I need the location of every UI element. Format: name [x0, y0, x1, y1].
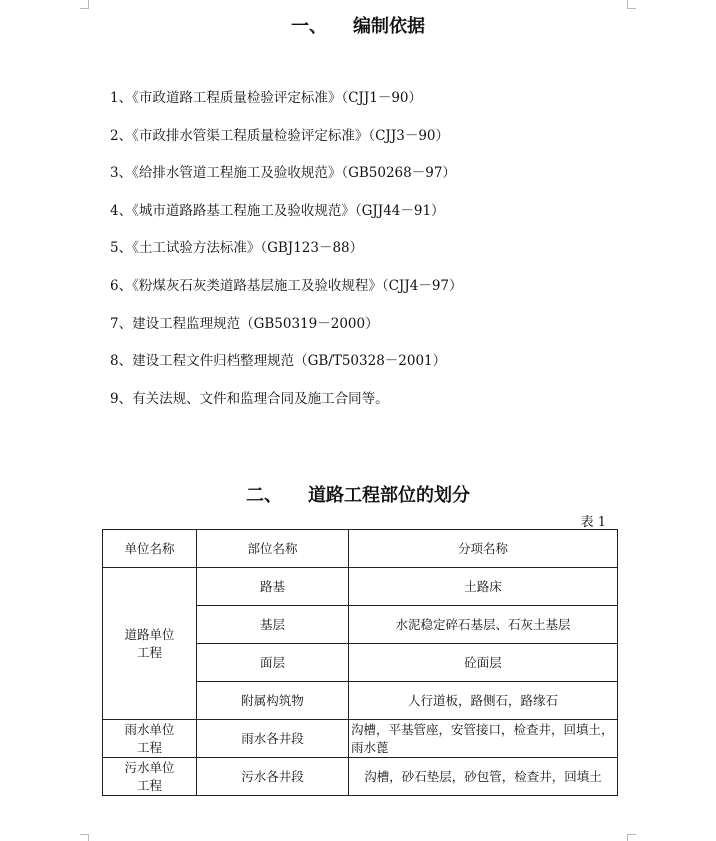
- part-cell: 基层: [197, 606, 349, 644]
- reference-item: 6、《粉煤灰石灰类道路基层施工及验收规程》（CJJ4－97）: [110, 277, 463, 294]
- section1-title: 编制依据: [353, 16, 425, 37]
- unit-name-line: 工程: [136, 777, 162, 793]
- reference-list: [110, 88, 463, 426]
- reference-item: 8、建设工程文件归档整理规范（GB/T50328－2001）: [110, 353, 447, 370]
- unit-cell: [103, 720, 197, 758]
- unit-cell: [103, 758, 197, 796]
- reference-item: 2、《市政排水管渠工程质量检验评定标准》（CJJ3－90）: [110, 127, 450, 144]
- reference-item: 4、《城市道路路基工程施工及验收规范》（GJJ44－91）: [110, 202, 445, 219]
- section1-number: 一、: [291, 16, 327, 37]
- items-cell: 人行道板，路侧石，路缘石: [349, 682, 618, 720]
- part-cell: 污水各井段: [197, 758, 349, 796]
- unit-cell: [103, 568, 197, 720]
- part-cell: 附属构筑物: [197, 682, 349, 720]
- unit-name-line: 污水单位: [124, 759, 175, 775]
- items-cell: 沟槽，砂石垫层，砂包管，检查井，回填土: [349, 758, 618, 796]
- items-cell: 沟槽，平基管座，安管接口，检查井，回填土，雨水蓖: [349, 720, 618, 758]
- table-row: [103, 720, 618, 758]
- crop-mark: [80, 834, 89, 835]
- table-row: [103, 568, 618, 606]
- header-unit: 单位名称: [103, 530, 197, 568]
- division-table: [102, 529, 618, 796]
- items-cell: 砼面层: [349, 644, 618, 682]
- reference-item: 3、《给排水管道工程施工及验收规范》（GB50268－97）: [110, 165, 456, 182]
- part-cell: 路基: [197, 568, 349, 606]
- reference-item: 1、《市政道路工程质量检验评定标准》（CJJ1－90）: [110, 90, 423, 106]
- table-header-row: [103, 530, 618, 568]
- unit-name-line: 工程: [136, 644, 162, 660]
- crop-mark: [627, 8, 636, 9]
- crop-mark: [627, 834, 628, 841]
- reference-item: 7、建设工程监理规范（GB50319－2000）: [110, 315, 379, 332]
- section2-number: 二、: [246, 485, 282, 506]
- unit-name-line: 工程: [136, 739, 162, 755]
- reference-item: 9、有关法规、文件和监理合同及施工合同等。: [110, 390, 389, 407]
- section1-heading: [0, 12, 716, 38]
- section2-heading: [0, 481, 716, 507]
- reference-item: 5、《土工试验方法标准》（GBJ123－88）: [110, 240, 364, 257]
- crop-mark: [627, 0, 628, 8]
- part-cell: 面层: [197, 644, 349, 682]
- part-cell: 雨水各井段: [197, 720, 349, 758]
- table-row: [103, 758, 618, 796]
- unit-name-line: 道路单位: [124, 626, 175, 642]
- crop-mark: [627, 834, 636, 835]
- crop-mark: [88, 0, 89, 8]
- header-items: 分项名称: [349, 530, 618, 568]
- items-cell: 土路床: [349, 568, 618, 606]
- unit-name-line: 雨水单位: [124, 721, 175, 737]
- header-part: 部位名称: [197, 530, 349, 568]
- items-cell: 水泥稳定碎石基层、石灰土基层: [349, 606, 618, 644]
- crop-mark: [80, 8, 89, 9]
- crop-mark: [88, 834, 89, 841]
- section2-title: 道路工程部位的划分: [308, 485, 470, 506]
- table-label: 表 1: [580, 515, 606, 530]
